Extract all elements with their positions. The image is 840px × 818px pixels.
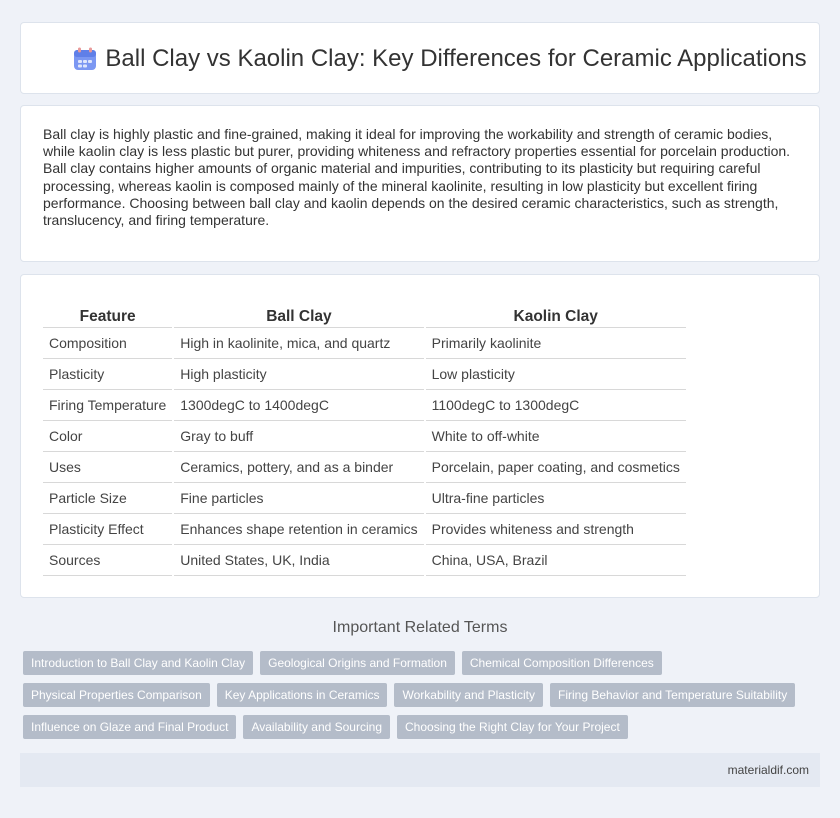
table-cell: Uses bbox=[43, 452, 172, 483]
column-header: Feature bbox=[43, 306, 172, 328]
table-row bbox=[43, 421, 686, 452]
table-cell: Firing Temperature bbox=[43, 390, 172, 421]
table-cell: Primarily kaolinite bbox=[426, 328, 686, 359]
table-row bbox=[43, 328, 686, 359]
related-term-tag[interactable]: Chemical Composition Differences bbox=[462, 651, 662, 675]
table-cell: High in kaolinite, mica, and quartz bbox=[174, 328, 423, 359]
table-cell: Fine particles bbox=[174, 483, 423, 514]
table-row bbox=[43, 545, 686, 576]
related-term-tag[interactable]: Geological Origins and Formation bbox=[260, 651, 455, 675]
related-term-tag[interactable]: Influence on Glaze and Final Product bbox=[23, 715, 236, 739]
table-header-row bbox=[43, 306, 686, 328]
table-cell: Plasticity bbox=[43, 359, 172, 390]
table-row bbox=[43, 359, 686, 390]
column-header: Ball Clay bbox=[174, 306, 423, 328]
intro-paragraph: Ball clay is highly plastic and fine-grained, making it ideal for improving the workability and strength of ceramic bodies, while kaolin clay is less plastic but purer, providing whiteness and refractory properties essential for porcelain production. Ball clay contains higher amounts of organic material and impurities, contributing to its plasticity but requiring careful processing, whereas kaolin is composed mainly of the mineral kaolinite, resulting in low plasticity but excellent firing performance. Choosing between ball clay and kaolin depends on the desired ceramic characteristics, such as strength, translucency, and firing temperature. bbox=[43, 126, 791, 229]
comparison-table bbox=[41, 306, 688, 576]
header-card bbox=[20, 22, 820, 94]
related-term-tag[interactable]: Firing Behavior and Temperature Suitability bbox=[550, 683, 795, 707]
table-cell: 1300degC to 1400degC bbox=[174, 390, 423, 421]
table-cell: White to off-white bbox=[426, 421, 686, 452]
table-cell: Provides whiteness and strength bbox=[426, 514, 686, 545]
related-term-tag[interactable]: Availability and Sourcing bbox=[243, 715, 390, 739]
table-cell: China, USA, Brazil bbox=[426, 545, 686, 576]
table-cell: Enhances shape retention in ceramics bbox=[174, 514, 423, 545]
related-term-tag[interactable]: Workability and Plasticity bbox=[394, 683, 543, 707]
column-header: Kaolin Clay bbox=[426, 306, 686, 328]
table-cell: 1100degC to 1300degC bbox=[426, 390, 686, 421]
related-term-tag[interactable]: Choosing the Right Clay for Your Project bbox=[397, 715, 628, 739]
related-terms-list bbox=[23, 651, 803, 739]
table-cell: Low plasticity bbox=[426, 359, 686, 390]
table-cell: United States, UK, India bbox=[174, 545, 423, 576]
table-row bbox=[43, 483, 686, 514]
table-cell: Color bbox=[43, 421, 172, 452]
table-cell: Porcelain, paper coating, and cosmetics bbox=[426, 452, 686, 483]
table-cell: Plasticity Effect bbox=[43, 514, 172, 545]
table-cell: Particle Size bbox=[43, 483, 172, 514]
table-row bbox=[43, 390, 686, 421]
page-title: Ball Clay vs Kaolin Clay: Key Differences for Ceramic Applications bbox=[105, 45, 807, 72]
related-term-tag[interactable]: Key Applications in Ceramics bbox=[217, 683, 388, 707]
table-cell: Sources bbox=[43, 545, 172, 576]
footer-site-link[interactable]: materialdif.com bbox=[727, 763, 809, 777]
table-row bbox=[43, 514, 686, 545]
intro-card bbox=[20, 105, 820, 262]
related-terms-title: Important Related Terms bbox=[332, 619, 508, 636]
footer bbox=[20, 753, 820, 787]
comparison-table-card bbox=[20, 274, 820, 598]
table-cell: Ultra-fine particles bbox=[426, 483, 686, 514]
related-term-tag[interactable]: Introduction to Ball Clay and Kaolin Clay bbox=[23, 651, 253, 675]
table-row bbox=[43, 452, 686, 483]
related-term-tag[interactable]: Physical Properties Comparison bbox=[23, 683, 210, 707]
table-cell: Gray to buff bbox=[174, 421, 423, 452]
table-cell: Composition bbox=[43, 328, 172, 359]
calendar-icon bbox=[72, 46, 98, 72]
table-cell: High plasticity bbox=[174, 359, 423, 390]
table-cell: Ceramics, pottery, and as a binder bbox=[174, 452, 423, 483]
